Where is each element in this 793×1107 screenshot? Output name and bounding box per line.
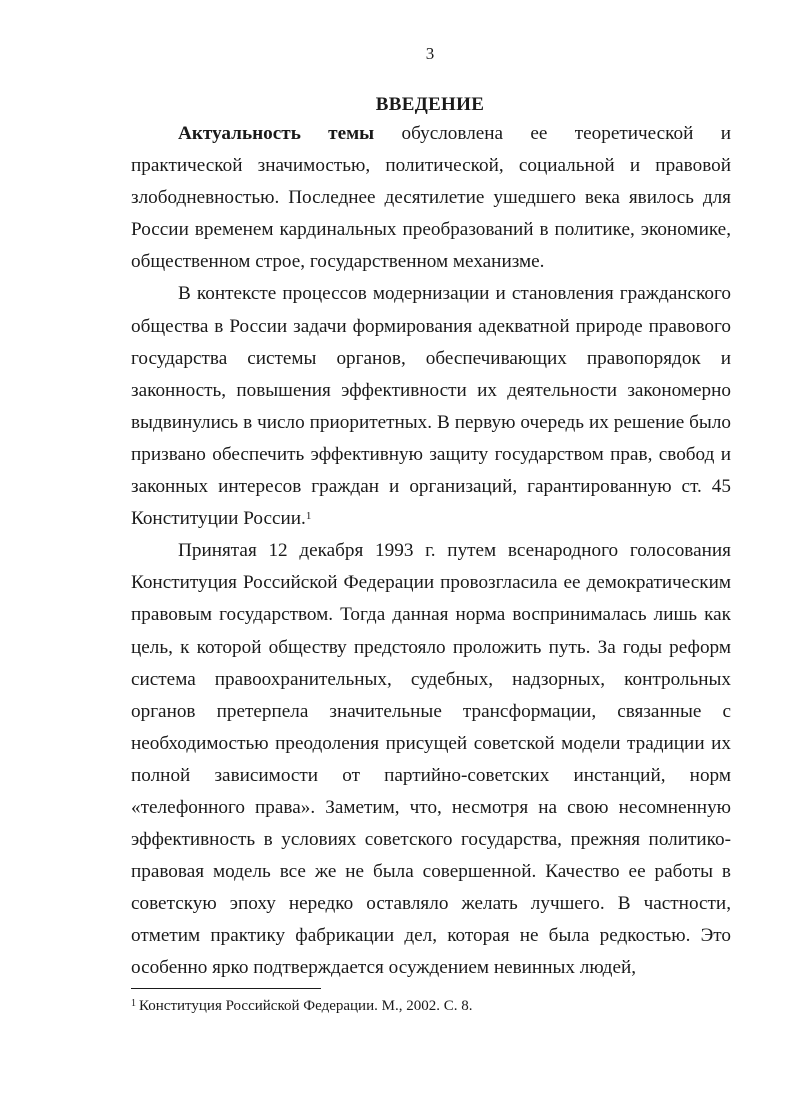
paragraph-2-text: В контексте процессов модернизации и становления гражданского общества в России задачи формирования адекватной природе правового государства системы органов, обеспечивающих правопорядок и законность, повышения эффективности их деятельности закономерно выдвинулись в число приоритетных. В первую очередь их решение было призвано обеспечить эффективную защиту государством прав, свобод и законных интересов граждан и организаций, гарантированную ст. 45 Конституции России. — [131, 283, 731, 530]
body-text — [131, 118, 731, 985]
footnote-marker: 1 — [131, 998, 136, 1009]
paragraph-3-text: Принятая 12 декабря 1993 г. путем всенародного голосования Конституция Российской Федерации провозгласила ее демократическим правовым государством. Тогда данная норма воспринималась лишь как цель, к которой обществу предстояло проложить путь. За годы реформ система правоохранительных, судебных, надзорных, контрольных органов претерпела значительные трансформации, связанные с необходимостью преодоления присущей советской модели традиции их полной зависимости от партийно-советских инстанций, норм «телефонного права». Заметим, что, несмотря на свою несомненную эффективность в условиях советского государства, прежняя политико-правовая модель все же не была совершенной. Качество ее работы в советскую эпоху нередко оставляло желать лучшего. В частности, отметим практику фабрикации дел, которая не была редкостью. Это особенно ярко подтверждается осуждением невинных людей, — [131, 540, 731, 979]
paragraph-modernization — [131, 278, 731, 535]
paragraph-relevance — [131, 118, 731, 278]
paragraph-constitution — [131, 535, 731, 984]
relevance-term: Актуальность темы — [178, 123, 375, 144]
paragraph-1-text: обусловлена ее теоретической и практической значимостью, политической, социальной и правовой злободневностью. Последнее десятилетие ушедшего века явилось для России временем кардинальных преобразований в политике, экономике, общественном строе, государственном механизме. — [131, 123, 731, 273]
page-number: 3 — [425, 44, 435, 63]
footnote — [131, 996, 472, 1016]
footnote-separator — [131, 988, 321, 989]
footnote-text: Конституция Российской Федерации. М., 2002. С. 8. — [139, 998, 473, 1014]
footnote-reference[interactable]: 1 — [305, 510, 312, 523]
section-title: ВВЕДЕНИЕ — [375, 94, 485, 115]
